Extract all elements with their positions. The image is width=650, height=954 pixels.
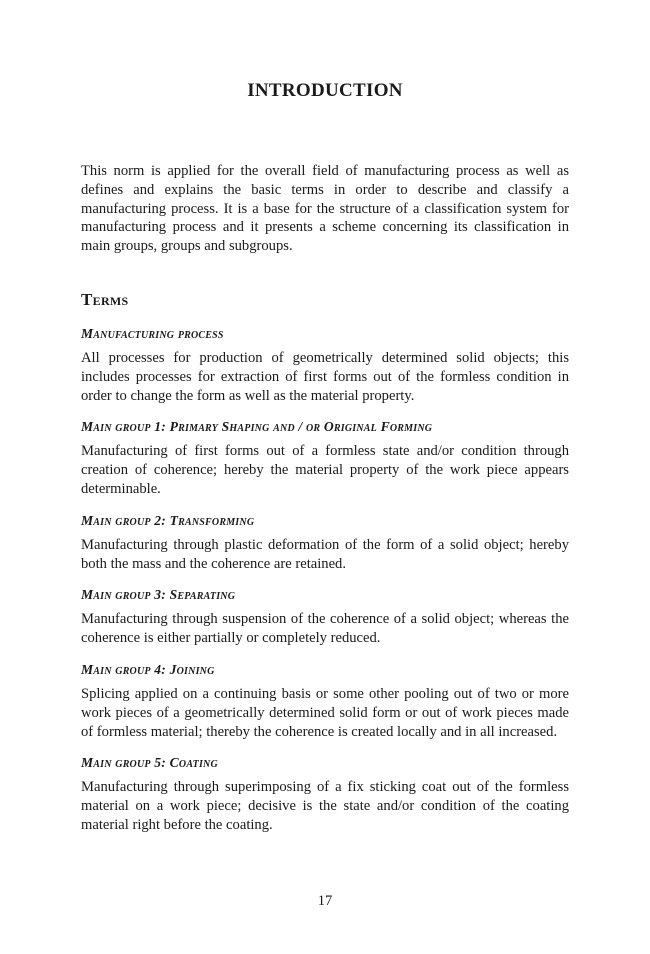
term-body: Splicing applied on a continuing basis or some other pooling out of two or more work pieces of a geometrically determined solid form or out of work pieces made of formless material; thereby the coherence is created locally and in all increased. [81, 685, 569, 740]
term-main-group-4 [81, 662, 569, 741]
page-content [81, 162, 569, 835]
term-body: Manufacturing of first forms out of a formless state and/or condition through creation of coherence; hereby the material property of the work piece appears determinable. [81, 443, 569, 497]
term-main-group-1 [81, 419, 569, 498]
intro-paragraph: This norm is applied for the overall field of manufacturing process as well as defines and explains the basic terms in order to describe and classify a manufacturing process. It is a base for the structure of a classification system for manufacturing process and it presents a scheme concerning its classification in main groups, groups and subgroups. [81, 163, 569, 255]
term-title: Main group 4: Joining [81, 661, 215, 677]
term-title: Main group 3: Separating [81, 587, 236, 603]
term-title: Main group 2: Transforming [81, 512, 255, 528]
term-main-group-5 [81, 755, 569, 834]
term-title: Main group 5: Coating [81, 755, 218, 771]
page-number: 17 [317, 893, 333, 909]
term-title: Main group 1: Primary Shaping and / or Original Forming [81, 419, 433, 435]
section-heading-terms: Terms [81, 289, 129, 309]
term-body: Manufacturing through superimposing of a fix sticking coat out of the formless material on a work piece; decisive is the state and/or condition of the coating material right before the coating. [81, 779, 569, 833]
term-body: Manufacturing through suspension of the coherence of a solid object; whereas the coherence is either partially or completely reduced. [81, 611, 569, 647]
term-main-group-3 [81, 587, 569, 648]
term-title: Manufacturing process [81, 325, 224, 341]
page-title: INTRODUCTION [247, 80, 403, 101]
term-manufacturing-process [81, 326, 569, 405]
term-body: All processes for production of geometrically determined solid objects; this includes processes for extraction of first forms out of the formless condition in order to change the form as well as the material property. [81, 349, 569, 404]
term-main-group-2 [81, 513, 569, 574]
term-body: Manufacturing through plastic deformation of the form of a solid object; hereby both the mass and the coherence are retained. [81, 536, 569, 572]
